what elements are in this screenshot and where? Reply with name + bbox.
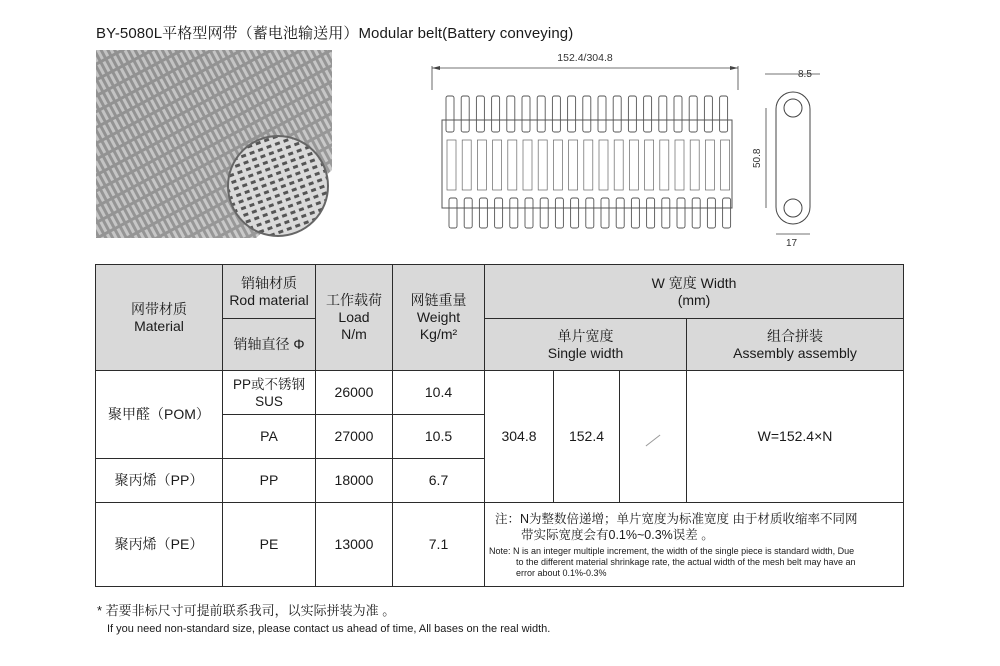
- belt-tooth: [616, 198, 624, 228]
- belt-slot: [721, 140, 730, 190]
- width-dimension-label: 152.4/304.8: [557, 52, 613, 64]
- rod-pp-sus: PP或不锈钢 SUS: [223, 371, 316, 415]
- belt-tooth: [571, 198, 579, 228]
- belt-tooth: [495, 198, 503, 228]
- bottom-dimension-label: 17: [786, 238, 798, 248]
- header-load: 工作载荷 Load N/m: [316, 265, 393, 371]
- load-value: 18000: [316, 459, 393, 503]
- belt-slot: [660, 140, 669, 190]
- belt-slot: [599, 140, 608, 190]
- note-cn-line-2: 带实际宽度会有0.1%~0.3%误差 。: [521, 527, 714, 542]
- belt-tooth: [601, 198, 609, 228]
- footer-note-en: If you need non-standard size, please contact us ahead of time, All bases on the real width.: [107, 623, 551, 635]
- pitch-dimension-label: 50.8: [752, 148, 763, 168]
- belt-tooth: [677, 198, 685, 228]
- belt-tooth: [522, 96, 530, 132]
- belt-tooth: [552, 96, 560, 132]
- belt-tooth: [674, 96, 682, 132]
- belt-tooth: [568, 96, 576, 132]
- note-en-line-2: to the different material shrinkage rate, the actual width of the mesh belt may have an: [516, 556, 856, 567]
- belt-tooth: [707, 198, 715, 228]
- belt-tooth: [704, 96, 712, 132]
- belt-slot: [462, 140, 471, 190]
- weight-value: 7.1: [393, 503, 485, 587]
- width-a-value: 304.8: [485, 371, 554, 503]
- belt-tooth: [583, 96, 591, 132]
- belt-slot: [705, 140, 714, 190]
- belt-tooth: [492, 96, 500, 132]
- width-empty-cell: [620, 371, 687, 503]
- belt-tooth: [540, 198, 548, 228]
- material-pp: 聚丙烯（PP）: [96, 459, 223, 503]
- belt-tooth: [662, 198, 670, 228]
- belt-slot: [645, 140, 654, 190]
- table-row: [96, 371, 904, 415]
- load-value: 13000: [316, 503, 393, 587]
- note-cell: [485, 503, 904, 587]
- belt-tooth: [461, 96, 469, 132]
- belt-slot: [493, 140, 502, 190]
- assembly-formula: W=152.4×N: [687, 371, 904, 503]
- belt-drawing: [420, 48, 820, 248]
- material-pe: 聚丙烯（PE）: [96, 503, 223, 587]
- belt-tooth: [510, 198, 518, 228]
- belt-slot: [508, 140, 517, 190]
- header-weight: 网链重量 Weight Kg/m²: [393, 265, 485, 371]
- note-en-line-1: Note: N is an integer multiple increment, the width of the single piece is standard width, Due: [489, 545, 855, 556]
- belt-tooth: [598, 96, 606, 132]
- belt-tooth: [720, 96, 728, 132]
- header-material: 网带材质 Material: [96, 265, 223, 371]
- header-single-width: 单片宽度 Single width: [485, 319, 687, 371]
- belt-tooth: [586, 198, 594, 228]
- belt-tooth: [631, 198, 639, 228]
- header-assembly: 组合拼装 Assembly assembly: [687, 319, 904, 371]
- belt-slot: [614, 140, 623, 190]
- note-en-line-3: error about 0.1%-0.3%: [516, 567, 607, 578]
- belt-tooth: [647, 198, 655, 228]
- footer: [97, 600, 550, 635]
- belt-slot: [447, 140, 456, 190]
- belt-slot: [477, 140, 486, 190]
- load-value: 27000: [316, 415, 393, 459]
- rod-value: PA: [223, 415, 316, 459]
- belt-tooth: [692, 198, 700, 228]
- belt-slot: [675, 140, 684, 190]
- belt-slot: [629, 140, 638, 190]
- width-b-value: 152.4: [554, 371, 620, 503]
- material-pom: 聚甲醛（POM）: [96, 371, 223, 459]
- belt-slot: [553, 140, 562, 190]
- belt-tooth: [723, 198, 731, 228]
- belt-tooth: [613, 96, 621, 132]
- belt-slot: [584, 140, 593, 190]
- belt-tooth: [479, 198, 487, 228]
- belt-tooth: [555, 198, 563, 228]
- belt-tooth: [507, 96, 515, 132]
- belt-tooth: [644, 96, 652, 132]
- table-row: [96, 503, 904, 587]
- belt-tooth: [659, 96, 667, 132]
- load-value: 26000: [316, 371, 393, 415]
- rod-value: PE: [223, 503, 316, 587]
- belt-tooth: [464, 198, 472, 228]
- spec-table: [95, 264, 904, 587]
- weight-value: 6.7: [393, 459, 485, 503]
- header-rod-material: 销轴材质 Rod material: [223, 265, 316, 319]
- belt-slot: [523, 140, 532, 190]
- header-rod-diameter: 销轴直径 Φ: [223, 319, 316, 371]
- note-cn-line-1: 注：N为整数倍递增；单片宽度为标准宽度 由于材质收缩率不同网: [495, 511, 858, 526]
- footer-note-cn: * 若要非标尺寸可提前联系我司，以实际拼装为准 。: [97, 603, 396, 618]
- belt-slot: [690, 140, 699, 190]
- belt-tooth: [628, 96, 636, 132]
- top-dimension-label: 8.5: [798, 69, 812, 80]
- rod-value: PP: [223, 459, 316, 503]
- belt-slot: [538, 140, 547, 190]
- header-width: W 宽度 Width (mm): [485, 265, 904, 319]
- page-title: BY-5080L平格型网带（蓄电池输送用）Modular belt(Battery conveying): [96, 25, 574, 42]
- belt-tooth: [476, 96, 484, 132]
- belt-tooth: [446, 96, 454, 132]
- weight-value: 10.4: [393, 371, 485, 415]
- belt-slot: [569, 140, 578, 190]
- belt-tooth: [449, 198, 457, 228]
- belt-tooth: [689, 96, 697, 132]
- belt-tooth: [525, 198, 533, 228]
- belt-tooth: [537, 96, 545, 132]
- belt-photo: [96, 50, 332, 238]
- weight-value: 10.5: [393, 415, 485, 459]
